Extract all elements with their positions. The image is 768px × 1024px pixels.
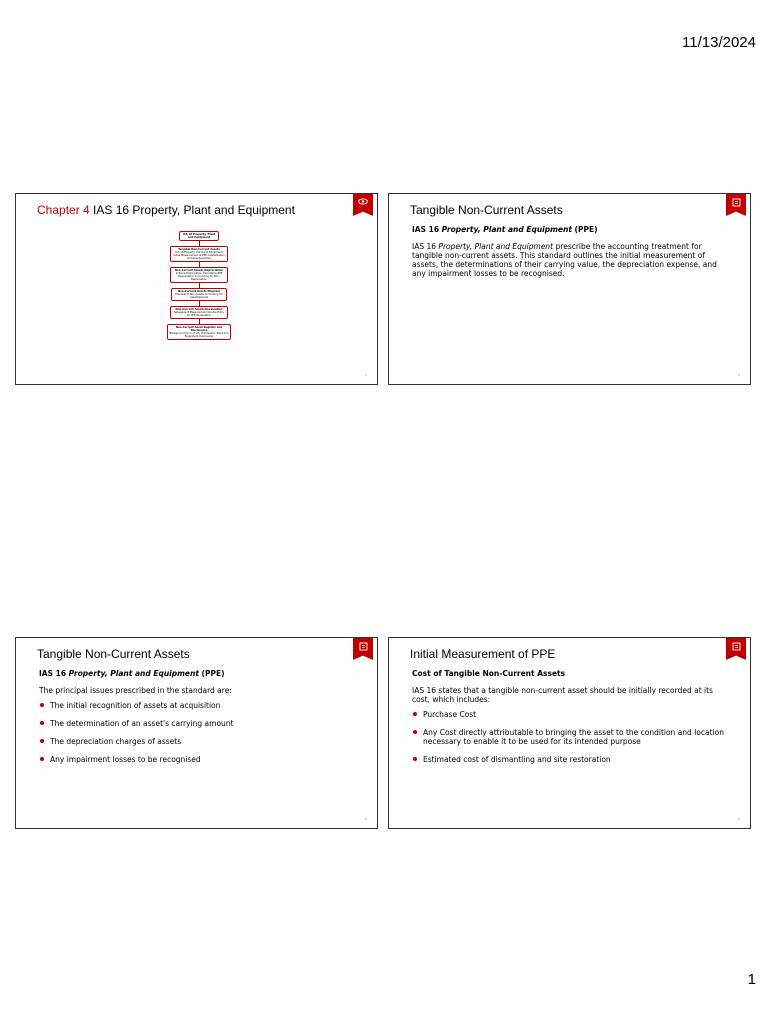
slide-3 — [15, 637, 378, 829]
bullet-list — [412, 710, 728, 764]
chapter-flowchart — [166, 231, 232, 340]
slide-2 — [388, 193, 751, 385]
list-item: Estimated cost of dismantling and site restoration — [412, 755, 728, 764]
slide-title: Tangible Non-Current Assets — [37, 647, 190, 661]
flow-box: Non-Current Assets Disposal Disposal of Non-Assets Accounting for Asset Disposal — [171, 288, 227, 301]
slide-intro: IAS 16 states that a tangible non-current asset should be initially recorded at its cost, which includes: — [412, 686, 713, 704]
slide-4 — [388, 637, 751, 829]
flow-box: Non-Current Asset Register and Disclosures Background Form of IAS 16 Property, Plant and Equipment Disclosures — [167, 324, 231, 340]
list-item: The initial recognition of assets at acquisition — [39, 701, 355, 710]
list-item: Any Cost directly attributable to bringing the asset to the condition and location necessary to enable it to be used for its intended purpose — [412, 728, 728, 746]
slide-number: 3 — [365, 817, 367, 821]
list-item: Any impairment losses to be recognised — [39, 755, 355, 764]
document-icon — [726, 638, 746, 660]
slide-1 — [15, 193, 378, 385]
flow-box: Non-Current Assets Depreciation Initial & Depreciation Calculating PPE Depreciation Accounting for Non-Depreciation — [170, 267, 228, 283]
list-item: The determination of an asset's carrying amount — [39, 719, 355, 728]
flow-box: Non-Current Assets Revaluation Subsequent Measurement Double Entry for PPE Revaluation — [170, 306, 228, 319]
slide-number: 1 — [365, 373, 367, 377]
list-item: The depreciation charges of assets — [39, 737, 355, 746]
slide-intro: The principal issues prescribed in the standard are: — [39, 686, 232, 695]
slide-number: 4 — [738, 817, 740, 821]
slide-paragraph: IAS 16 Property, Plant and Equipment prescribe the accounting treatment for tangible non-current assets. This standard outlines the initial measurement of assets, the determinations of their carrying value, the depreciation expense, and any impairment losses to be recognised. — [412, 242, 717, 278]
eye-icon — [353, 194, 373, 216]
slide-title: Chapter 4 IAS 16 Property, Plant and Equipment — [37, 203, 295, 217]
slide-title: Tangible Non-Current Assets — [410, 203, 563, 217]
document-icon — [726, 194, 746, 216]
slide-title: Initial Measurement of PPE — [410, 647, 556, 661]
slide-subheading: Cost of Tangible Non-Current Assets — [412, 669, 566, 678]
bullet-list — [39, 701, 355, 764]
flow-box: Tangible Non-Current Assets IAS 16 Property, Plant and Equipment Initial Measurement of PPE Capitalisation of Sub-expenditure — [170, 246, 228, 262]
flow-box: IAS 16 Property, Plant and Equipment — [179, 231, 219, 241]
page-number: 1 — [747, 971, 756, 988]
print-date: 11/13/2024 — [682, 34, 756, 51]
slide-subheading: IAS 16 Property, Plant and Equipment (PPE) — [39, 669, 225, 678]
list-item: Purchase Cost — [412, 710, 728, 719]
slide-subheading: IAS 16 Property, Plant and Equipment (PPE) — [412, 225, 598, 234]
slide-body — [39, 686, 355, 773]
slide-number: 2 — [738, 373, 740, 377]
document-icon — [353, 638, 373, 660]
slide-body — [412, 686, 728, 773]
